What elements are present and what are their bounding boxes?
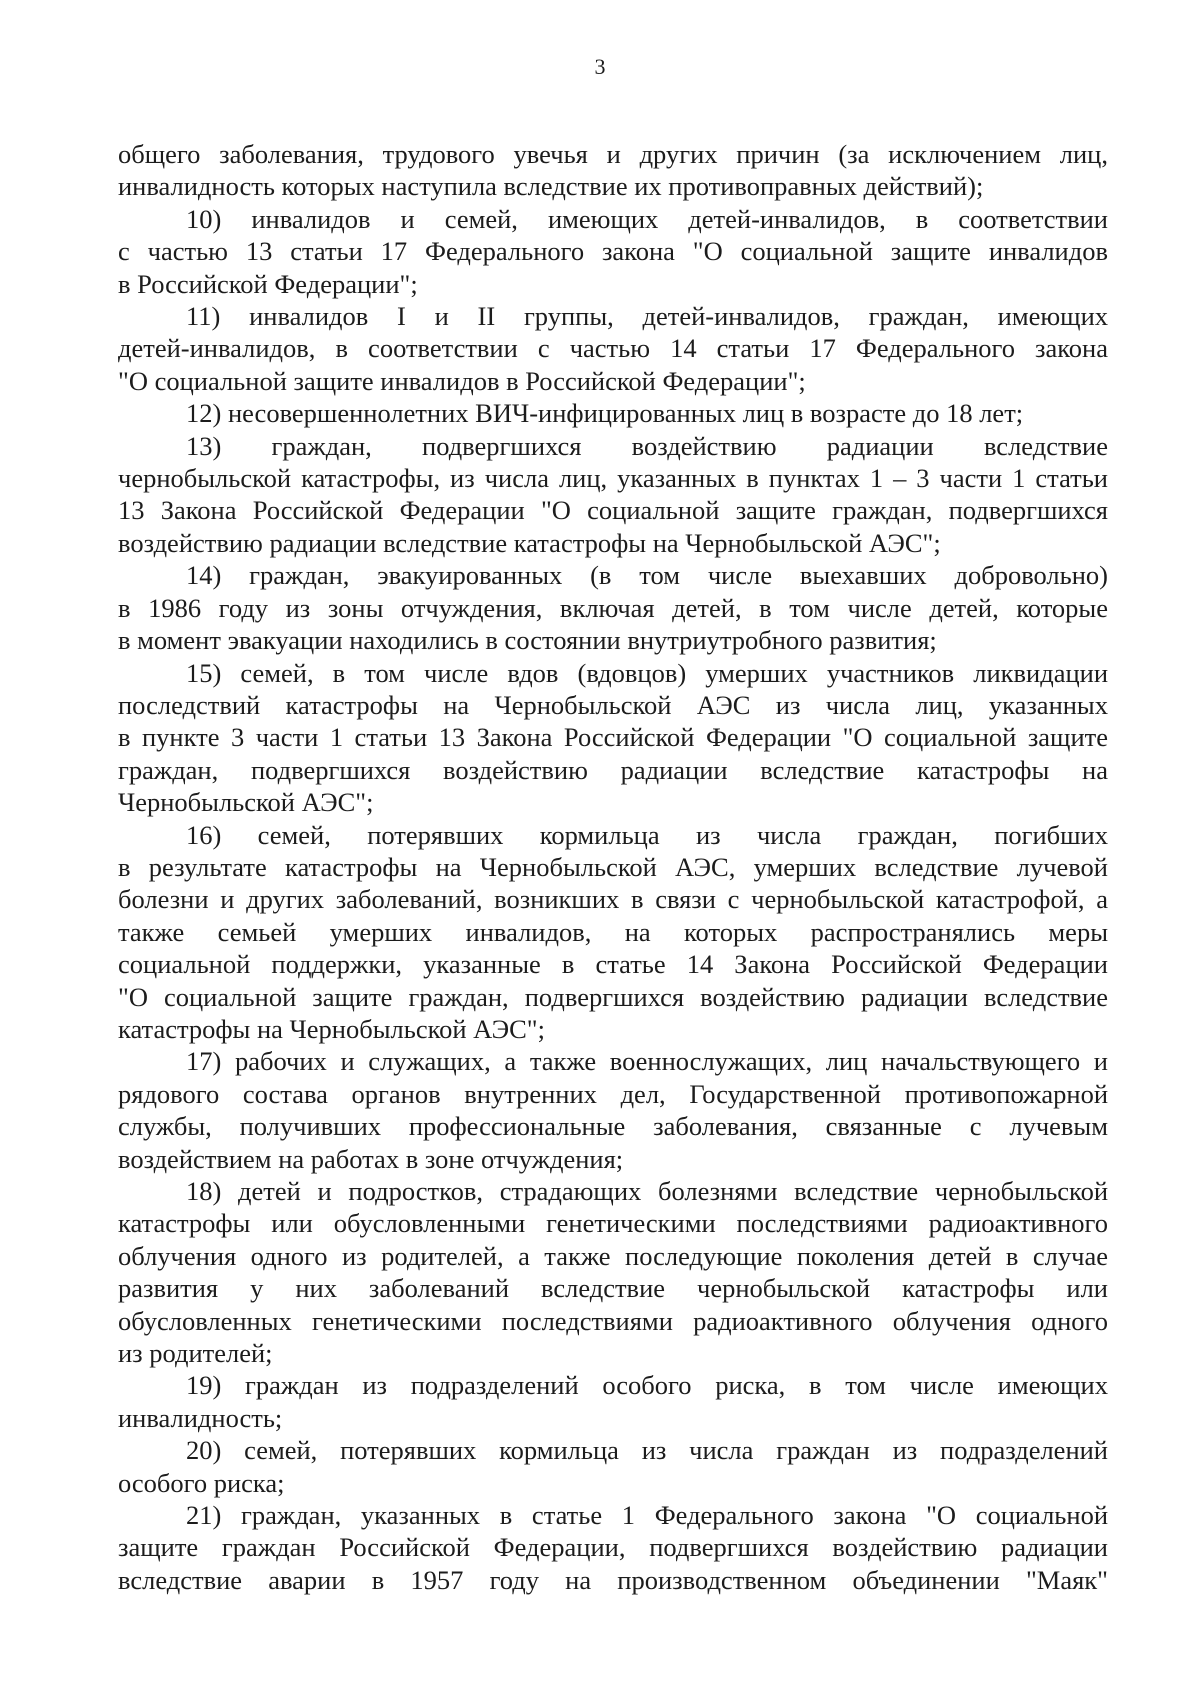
page-number: 3 [594,54,606,79]
text-line: 18) детей и подростков, страдающих болезнями вследствие чернобыльской [186,1176,1108,1206]
text-line: в момент эвакуации находились в состоянии внутриутробного развития; [118,625,937,656]
text-line: инвалидность; [118,1402,283,1433]
paragraph-item-10 [118,203,1108,300]
document-body [118,138,1108,1596]
text-line: в 1986 году из зоны отчуждения, включая детей, в том числе детей, которые [118,592,1108,623]
paragraph-item-21 [118,1499,1108,1596]
text-line: 16) семей, потерявших кормильца из числа граждан, погибших [186,819,1108,850]
paragraph-item-18 [118,1175,1108,1369]
text-line: воздействием на работах в зоне отчуждения; [118,1143,624,1174]
text-line: 11) инвалидов I и II группы, детей-инвалидов, граждан, имеющих [186,301,1108,332]
text-line: защите граждан Российской Федерации, подвергшихся воздействию радиации [118,1532,1108,1563]
text-line: 17) рабочих и служащих, а также военнослужащих, лиц начальствующего и [186,1046,1108,1077]
text-line: в пункте 3 части 1 статьи 13 Закона Российской Федерации "О социальной защите [118,722,1108,753]
text-line: катастрофы на Чернобыльской АЭС"; [118,1013,545,1044]
text-line: инвалидность которых наступила вследствие их противоправных действий); [118,171,984,202]
text-line: 19) граждан из подразделений особого риска, в том числе имеющих [186,1370,1108,1401]
text-line: чернобыльской катастрофы, из числа лиц, указанных в пунктах 1 – 3 части 1 статьи [118,463,1108,494]
text-line: облучения одного из родителей, а также последующие поколения детей в случае [118,1240,1108,1271]
text-line: службы, получивших профессиональные заболевания, связанные с лучевым [118,1111,1108,1142]
text-line: особого риска; [118,1467,285,1498]
text-line: граждан, подвергшихся воздействию радиации вследствие катастрофы на [118,754,1108,785]
paragraph-continuation [118,138,1108,203]
paragraph-item-16 [118,819,1108,1046]
text-line: 13) граждан, подвергшихся воздействию радиации вследствие [186,430,1108,461]
text-line: из родителей; [118,1338,273,1369]
text-line: 14) граждан, эвакуированных (в том числе выехавших добровольно) [186,560,1108,591]
text-line: обусловленных генетическими последствиями радиоактивного облучения одного [118,1305,1108,1336]
text-line: в Российской Федерации"; [118,268,418,299]
text-line: 12) несовершеннолетних ВИЧ-инфицированных лиц в возрасте до 18 лет; [186,398,1024,429]
text-line: 15) семей, в том числе вдов (вдовцов) умерших участников ликвидации [186,657,1108,688]
text-line: 13 Закона Российской Федерации "О социальной защите граждан, подвергшихся [118,495,1108,526]
text-line: социальной поддержки, указанные в статье 14 Закона Российской Федерации [118,949,1108,980]
text-line: в результате катастрофы на Чернобыльской АЭС, умерших вследствие лучевой [118,851,1108,882]
text-line: последствий катастрофы на Чернобыльской АЭС из числа лиц, указанных [118,689,1108,720]
text-line: 20) семей, потерявших кормильца из числа граждан из подразделений [186,1435,1108,1466]
text-line: рядового состава органов внутренних дел, Государственной противопожарной [118,1078,1108,1109]
text-line: "О социальной защите инвалидов в Российской Федерации"; [118,365,806,396]
paragraph-item-15 [118,657,1108,819]
paragraph-item-20 [118,1434,1108,1499]
text-line: воздействию радиации вследствие катастрофы на Чернобыльской АЭС"; [118,527,941,558]
paragraph-item-19 [118,1369,1108,1434]
text-line: Чернобыльской АЭС"; [118,787,374,818]
text-line: также семьей умерших инвалидов, на которых распространялись меры [118,916,1108,947]
text-line: "О социальной защите граждан, подвергшихся воздействию радиации вследствие [118,981,1108,1012]
text-line: вследствие аварии в 1957 году на производственном объединении "Маяк" [118,1564,1108,1595]
text-line: с частью 13 статьи 17 Федерального закона "О социальной защите инвалидов [118,236,1108,267]
paragraph-item-12 [118,397,1108,429]
paragraph-item-11 [118,300,1108,397]
text-line: общего заболевания, трудового увечья и других причин (за исключением лиц, [118,139,1108,169]
text-line: детей-инвалидов, в соответствии с частью 14 статьи 17 Федерального закона [118,333,1108,364]
text-line: катастрофы или обусловленными генетическими последствиями радиоактивного [118,1208,1108,1239]
text-line: 10) инвалидов и семей, имеющих детей-инвалидов, в соответствии [186,203,1108,234]
paragraph-item-13 [118,430,1108,560]
paragraph-item-14 [118,559,1108,656]
text-line: 21) граждан, указанных в статье 1 Федерального закона "О социальной [186,1500,1108,1531]
text-line: развития у них заболеваний вследствие чернобыльской катастрофы или [118,1273,1108,1304]
paragraph-item-17 [118,1045,1108,1175]
text-line: болезни и других заболеваний, возникших в связи с чернобыльской катастрофой, а [118,884,1108,915]
